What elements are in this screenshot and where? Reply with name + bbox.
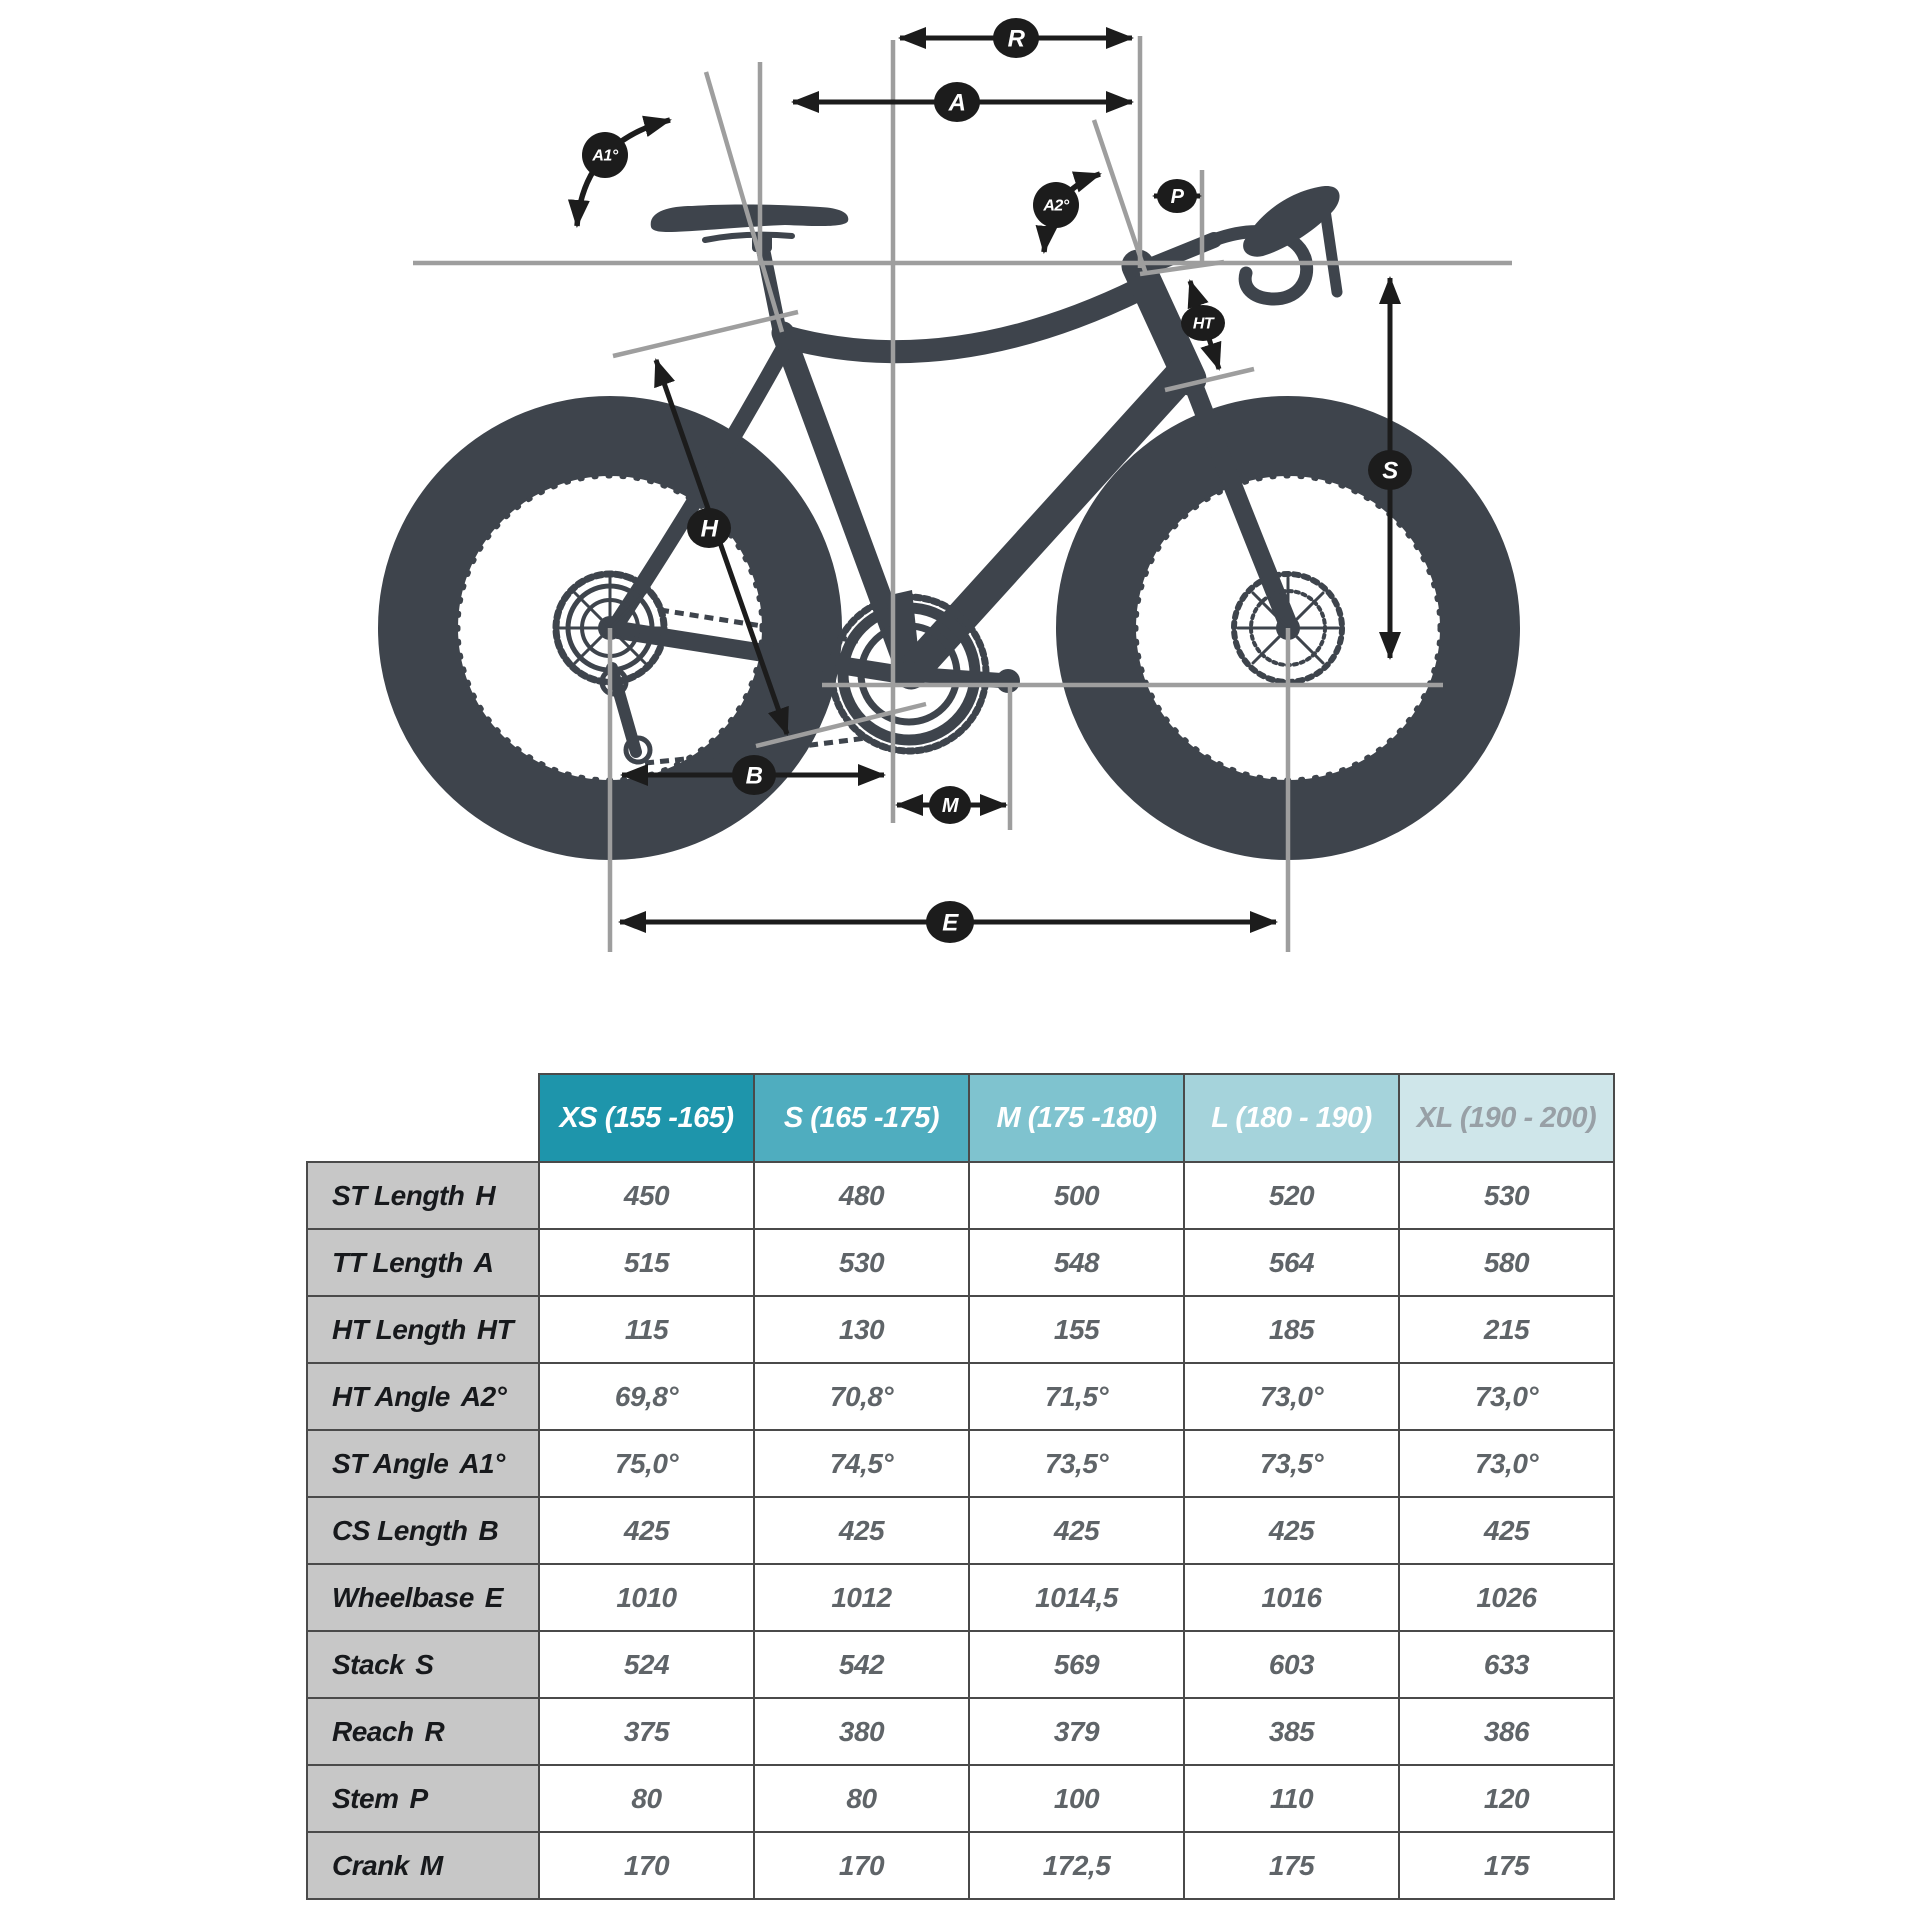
reach-label: R: [1007, 25, 1025, 53]
table-row: [307, 1497, 1614, 1564]
value-cell: 170: [539, 1832, 754, 1899]
value-cell: 130: [754, 1296, 969, 1363]
row-label: TT Length A: [307, 1229, 539, 1296]
column-header-1: XS (155 -165): [539, 1074, 754, 1162]
ht-length-label: HT: [1192, 315, 1214, 333]
seat-tube-axis-line: [706, 72, 782, 332]
stem-label: P: [1170, 186, 1184, 208]
value-cell: 175: [1184, 1832, 1399, 1899]
header-row: [307, 1074, 1614, 1162]
row-label: ST Angle A1°: [307, 1430, 539, 1497]
value-cell: 425: [969, 1497, 1184, 1564]
table-row: [307, 1162, 1614, 1229]
value-cell: 530: [754, 1229, 969, 1296]
value-cell: 385: [1184, 1698, 1399, 1765]
brake-lever: [1324, 203, 1337, 292]
value-cell: 120: [1399, 1765, 1614, 1832]
value-cell: 100: [969, 1765, 1184, 1832]
bike-silhouette: [418, 186, 1480, 820]
value-cell: 425: [1399, 1497, 1614, 1564]
table-row: [307, 1296, 1614, 1363]
row-label: Reach R: [307, 1698, 539, 1765]
top-tube: [786, 289, 1140, 352]
value-cell: 170: [754, 1832, 969, 1899]
table-row: [307, 1564, 1614, 1631]
value-cell: 564: [1184, 1229, 1399, 1296]
value-cell: 425: [1184, 1497, 1399, 1564]
column-header-3: M (175 -180): [969, 1074, 1184, 1162]
value-cell: 425: [754, 1497, 969, 1564]
column-header-2: S (165 -175): [754, 1074, 969, 1162]
row-label: ST Length H: [307, 1162, 539, 1229]
corner-cell: [307, 1074, 539, 1162]
value-cell: 1010: [539, 1564, 754, 1631]
value-cell: 515: [539, 1229, 754, 1296]
value-cell: 215: [1399, 1296, 1614, 1363]
st-length-top-tick: [613, 312, 798, 356]
crank-label: M: [941, 795, 959, 817]
value-cell: 71,5°: [969, 1363, 1184, 1430]
row-label: Stack S: [307, 1631, 539, 1698]
geometry-table: [306, 1073, 1615, 1900]
value-cell: 480: [754, 1162, 969, 1229]
value-cell: 386: [1399, 1698, 1614, 1765]
table-row: [307, 1832, 1614, 1899]
column-header-4: L (180 - 190): [1184, 1074, 1399, 1162]
row-label: HT Angle A2°: [307, 1363, 539, 1430]
tt-length-label: A: [948, 89, 966, 117]
row-label: Wheelbase E: [307, 1564, 539, 1631]
value-cell: 115: [539, 1296, 754, 1363]
value-cell: 524: [539, 1631, 754, 1698]
value-cell: 425: [539, 1497, 754, 1564]
column-header-5: XL (190 - 200): [1399, 1074, 1614, 1162]
value-cell: 155: [969, 1296, 1184, 1363]
value-cell: 110: [1184, 1765, 1399, 1832]
cs-length-label: B: [745, 762, 763, 790]
saddle-rails: [705, 235, 792, 240]
value-cell: 175: [1399, 1832, 1614, 1899]
value-cell: 569: [969, 1631, 1184, 1698]
value-cell: 375: [539, 1698, 754, 1765]
value-cell: 73,0°: [1399, 1363, 1614, 1430]
value-cell: 73,5°: [1184, 1430, 1399, 1497]
geometry-table-body: [307, 1162, 1614, 1899]
value-cell: 580: [1399, 1229, 1614, 1296]
st-angle-label: A1°: [592, 147, 618, 165]
table-row: [307, 1631, 1614, 1698]
value-cell: 530: [1399, 1162, 1614, 1229]
value-cell: 1026: [1399, 1564, 1614, 1631]
stack-label: S: [1382, 457, 1398, 485]
value-cell: 603: [1184, 1631, 1399, 1698]
value-cell: 74,5°: [754, 1430, 969, 1497]
value-cell: 172,5: [969, 1832, 1184, 1899]
value-cell: 185: [1184, 1296, 1399, 1363]
value-cell: 548: [969, 1229, 1184, 1296]
value-cell: 450: [539, 1162, 754, 1229]
table-row: [307, 1765, 1614, 1832]
value-cell: 69,8°: [539, 1363, 754, 1430]
value-cell: 379: [969, 1698, 1184, 1765]
value-cell: 73,0°: [1184, 1363, 1399, 1430]
value-cell: 80: [539, 1765, 754, 1832]
row-label: Stem P: [307, 1765, 539, 1832]
value-cell: 75,0°: [539, 1430, 754, 1497]
row-label: HT Length HT: [307, 1296, 539, 1363]
table-row: [307, 1363, 1614, 1430]
wheelbase-label: E: [942, 909, 958, 937]
value-cell: 633: [1399, 1631, 1614, 1698]
value-cell: 380: [754, 1698, 969, 1765]
row-label: CS Length B: [307, 1497, 539, 1564]
table-row: [307, 1698, 1614, 1765]
st-length-label: H: [700, 515, 718, 543]
ht-angle-label: A2°: [1043, 197, 1069, 215]
value-cell: 73,0°: [1399, 1430, 1614, 1497]
value-cell: 520: [1184, 1162, 1399, 1229]
value-cell: 80: [754, 1765, 969, 1832]
value-cell: 1014,5: [969, 1564, 1184, 1631]
value-cell: 542: [754, 1631, 969, 1698]
value-cell: 73,5°: [969, 1430, 1184, 1497]
table-row: [307, 1430, 1614, 1497]
table-row: [307, 1229, 1614, 1296]
crank-arm: [909, 674, 1008, 681]
value-cell: 500: [969, 1162, 1184, 1229]
row-label: Crank M: [307, 1832, 539, 1899]
value-cell: 70,8°: [754, 1363, 969, 1430]
value-cell: 1012: [754, 1564, 969, 1631]
value-cell: 1016: [1184, 1564, 1399, 1631]
